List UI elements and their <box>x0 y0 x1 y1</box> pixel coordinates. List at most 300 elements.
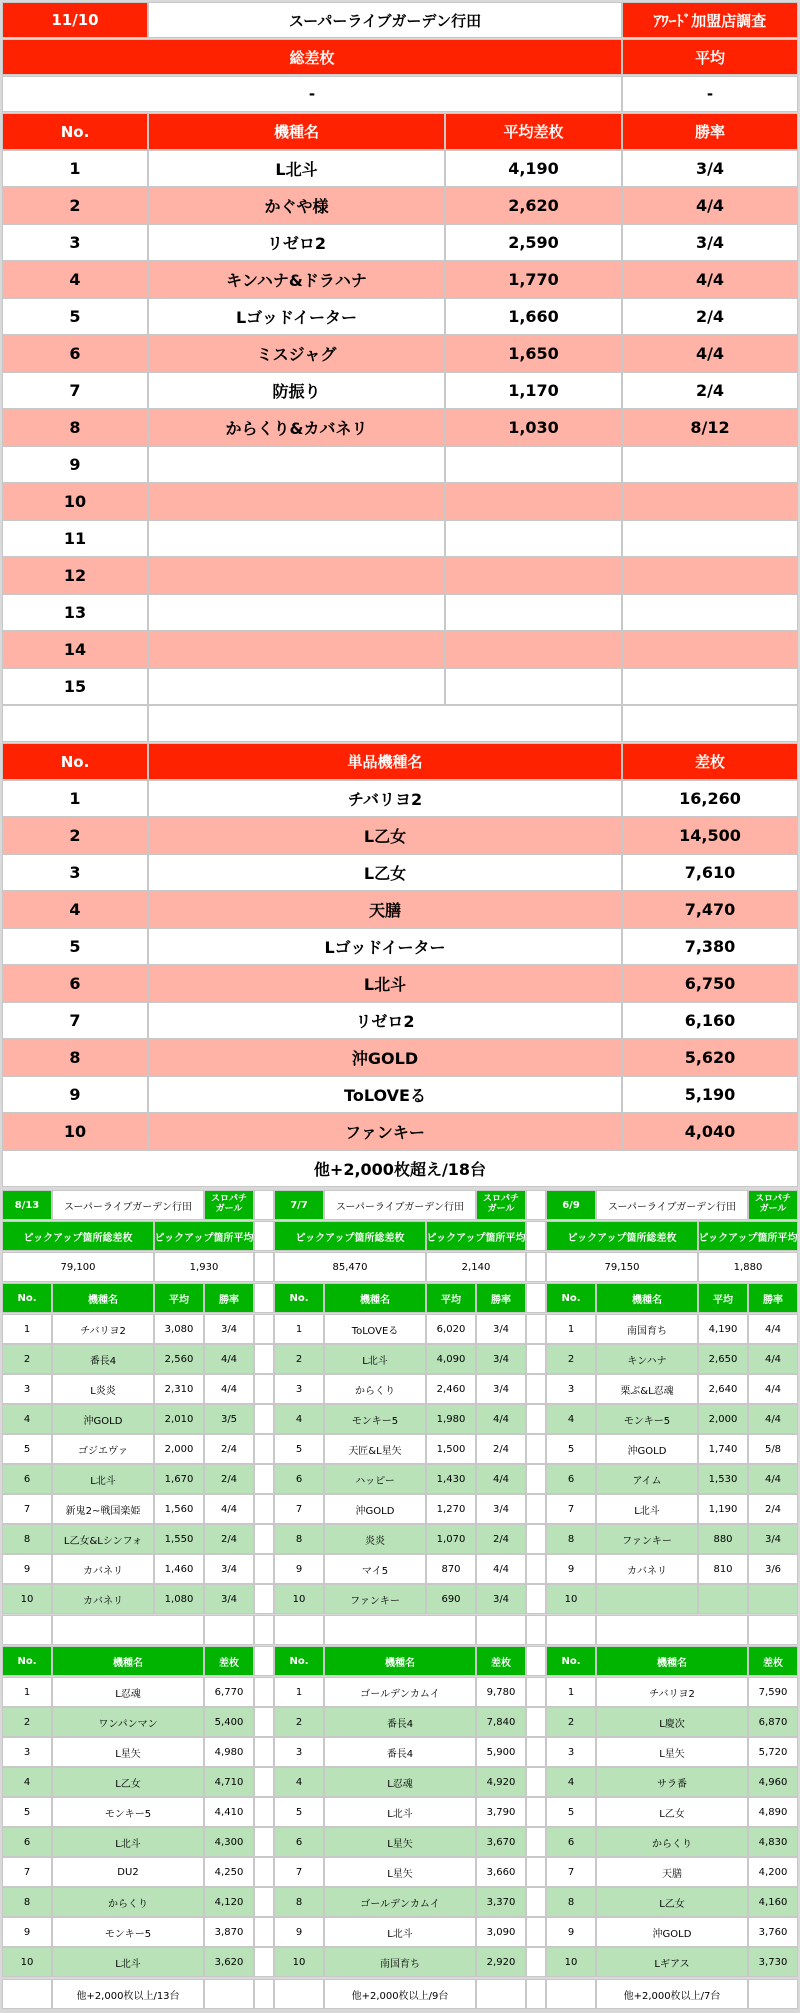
slopachi-girl-badge: スロパチ ガール <box>204 1190 254 1220</box>
model-row-no: 3 <box>2 224 148 261</box>
past-single-diff: 9,780 <box>476 1677 526 1707</box>
past-col-no: No. <box>546 1646 596 1676</box>
past-model-win: 3/4 <box>476 1344 526 1374</box>
past-single-name: L星矢 <box>324 1857 476 1887</box>
past-model-no: 1 <box>546 1314 596 1344</box>
past-single-diff: 4,300 <box>204 1827 254 1857</box>
past-single-no: 3 <box>546 1737 596 1767</box>
model-row-no: 10 <box>2 483 148 520</box>
gutter <box>254 1404 274 1434</box>
past-footer: 他+2,000枚以上/9台 <box>324 1979 476 2009</box>
model-row-no: 12 <box>2 557 148 594</box>
gutter <box>526 1947 546 1977</box>
past-single-name: L北斗 <box>324 1797 476 1827</box>
gutter <box>254 1767 274 1797</box>
past-model-win: 4/4 <box>748 1344 798 1374</box>
past-model-win: 5/8 <box>748 1434 798 1464</box>
past-col-no: No. <box>274 1283 324 1313</box>
past-model-name: L北斗 <box>324 1344 426 1374</box>
single-row-no: 10 <box>2 1113 148 1150</box>
past-single-no: 3 <box>2 1737 52 1767</box>
past-model-avg: 2,000 <box>154 1434 204 1464</box>
gutter <box>526 1677 546 1707</box>
single-row-no: 2 <box>2 817 148 854</box>
past-single-no: 8 <box>546 1887 596 1917</box>
past-single-no: 9 <box>2 1917 52 1947</box>
past-model-no: 7 <box>546 1494 596 1524</box>
model-row-name: L北斗 <box>148 150 445 187</box>
spacer <box>748 1615 798 1645</box>
past-model-no: 8 <box>274 1524 324 1554</box>
past-model-name: ゴジエヴァ <box>52 1434 154 1464</box>
past-model-no: 8 <box>546 1524 596 1554</box>
column-header-single-model: 単品機種名 <box>148 743 622 780</box>
pickup-total-value: 79,100 <box>2 1252 154 1282</box>
past-model-avg: 1,500 <box>426 1434 476 1464</box>
single-row-no: 3 <box>2 854 148 891</box>
spacer <box>596 1615 748 1645</box>
past-single-name: からくり <box>52 1887 204 1917</box>
past-model-avg: 1,460 <box>154 1554 204 1584</box>
gutter <box>254 1584 274 1614</box>
past-col-model: 機種名 <box>596 1283 698 1313</box>
single-row-diff: 4,040 <box>622 1113 798 1150</box>
past-model-win: 4/4 <box>748 1464 798 1494</box>
model-row-avg-diff: 1,170 <box>445 372 622 409</box>
past-single-diff: 3,370 <box>476 1887 526 1917</box>
gutter <box>526 1737 546 1767</box>
past-model-avg: 2,010 <box>154 1404 204 1434</box>
past-single-no: 10 <box>274 1947 324 1977</box>
past-model-no: 8 <box>2 1524 52 1554</box>
past-col-avg: 平均 <box>426 1283 476 1313</box>
past-footer: 他+2,000枚以上/7台 <box>596 1979 748 2009</box>
single-row-diff: 5,620 <box>622 1039 798 1076</box>
spacer <box>546 1615 596 1645</box>
past-model-no: 6 <box>2 1464 52 1494</box>
past-model-avg: 2,460 <box>426 1374 476 1404</box>
past-model-win: 3/4 <box>748 1524 798 1554</box>
past-model-win: 4/4 <box>204 1344 254 1374</box>
past-single-diff: 3,660 <box>476 1857 526 1887</box>
singles-footer: 他+2,000枚超え/18台 <box>2 1150 798 1187</box>
column-header-win-rate: 勝率 <box>622 113 798 150</box>
gutter <box>526 1584 546 1614</box>
past-single-no: 3 <box>274 1737 324 1767</box>
past-single-diff: 3,760 <box>748 1917 798 1947</box>
model-row-name <box>148 446 445 483</box>
past-single-no: 9 <box>274 1917 324 1947</box>
past-col-no: No. <box>2 1283 52 1313</box>
past-model-name: ファンキー <box>596 1524 698 1554</box>
gutter <box>526 1857 546 1887</box>
past-single-no: 7 <box>2 1857 52 1887</box>
column-header-diff: 差枚 <box>622 743 798 780</box>
past-col-win: 勝率 <box>476 1283 526 1313</box>
spacer <box>148 705 622 742</box>
past-single-name: L乙女 <box>596 1887 748 1917</box>
model-row-avg-diff <box>445 631 622 668</box>
past-single-name: Lギアス <box>596 1947 748 1977</box>
past-model-win: 3/4 <box>476 1314 526 1344</box>
single-row-no: 9 <box>2 1076 148 1113</box>
past-single-diff: 5,900 <box>476 1737 526 1767</box>
model-row-no: 8 <box>2 409 148 446</box>
pickup-avg-label: ピックアップ箇所平均 <box>698 1221 798 1251</box>
gutter <box>254 1615 274 1645</box>
past-model-avg: 2,000 <box>698 1404 748 1434</box>
past-model-name: ハッピー <box>324 1464 426 1494</box>
gutter <box>526 1221 546 1251</box>
gutter <box>526 1344 546 1374</box>
gutter <box>254 1252 274 1282</box>
past-model-avg: 1,190 <box>698 1494 748 1524</box>
past-single-diff: 4,160 <box>748 1887 798 1917</box>
model-row-win-rate <box>622 483 798 520</box>
past-single-diff: 3,730 <box>748 1947 798 1977</box>
past-col-win: 勝率 <box>748 1283 798 1313</box>
past-model-no: 4 <box>2 1404 52 1434</box>
past-model-avg: 1,430 <box>426 1464 476 1494</box>
pickup-total-value: 79,150 <box>546 1252 698 1282</box>
past-footer: 他+2,000枚以上/13台 <box>52 1979 204 2009</box>
past-model-no: 4 <box>546 1404 596 1434</box>
past-single-no: 6 <box>2 1827 52 1857</box>
past-model-name: カバネリ <box>596 1554 698 1584</box>
past-model-name <box>596 1584 698 1614</box>
past-single-name: からくり <box>596 1827 748 1857</box>
single-row-name: リゼロ2 <box>148 1002 622 1039</box>
gutter <box>254 1494 274 1524</box>
gutter <box>526 1827 546 1857</box>
past-single-diff: 3,790 <box>476 1797 526 1827</box>
past-col-avg: 平均 <box>698 1283 748 1313</box>
model-row-no: 9 <box>2 446 148 483</box>
past-model-no: 9 <box>546 1554 596 1584</box>
single-row-name: 沖GOLD <box>148 1039 622 1076</box>
model-row-win-rate: 2/4 <box>622 298 798 335</box>
past-model-win: 4/4 <box>204 1494 254 1524</box>
single-row-no: 6 <box>2 965 148 1002</box>
spacer <box>274 1979 324 2009</box>
single-row-name: L乙女 <box>148 854 622 891</box>
past-single-diff: 3,090 <box>476 1917 526 1947</box>
pickup-avg-value: 1,880 <box>698 1252 798 1282</box>
past-single-diff: 4,890 <box>748 1797 798 1827</box>
model-row-win-rate <box>622 594 798 631</box>
gutter <box>526 1434 546 1464</box>
single-row-no: 4 <box>2 891 148 928</box>
past-model-win: 4/4 <box>748 1404 798 1434</box>
gutter <box>526 1767 546 1797</box>
single-row-no: 7 <box>2 1002 148 1039</box>
past-model-name: ファンキー <box>324 1584 426 1614</box>
past-model-no: 10 <box>546 1584 596 1614</box>
past-single-no: 1 <box>2 1677 52 1707</box>
past-single-name: ワンパンマン <box>52 1707 204 1737</box>
past-single-diff: 7,840 <box>476 1707 526 1737</box>
past-single-diff: 4,710 <box>204 1767 254 1797</box>
past-model-name: 沖GOLD <box>52 1404 154 1434</box>
slopachi-girl-badge: スロパチ ガール <box>476 1190 526 1220</box>
past-model-avg: 4,190 <box>698 1314 748 1344</box>
past-single-no: 1 <box>274 1677 324 1707</box>
past-model-name: キンハナ <box>596 1344 698 1374</box>
model-row-name <box>148 594 445 631</box>
spacer <box>476 1615 526 1645</box>
past-model-avg: 2,650 <box>698 1344 748 1374</box>
column-header-model: 機種名 <box>148 113 445 150</box>
column-header-no: No. <box>2 743 148 780</box>
past-model-avg: 810 <box>698 1554 748 1584</box>
model-row-avg-diff <box>445 483 622 520</box>
past-model-avg: 1,670 <box>154 1464 204 1494</box>
single-row-no: 8 <box>2 1039 148 1076</box>
past-model-no: 4 <box>274 1404 324 1434</box>
gutter <box>254 1283 274 1313</box>
past-single-name: L忍魂 <box>52 1677 204 1707</box>
past-single-no: 9 <box>546 1917 596 1947</box>
spacer <box>204 1615 254 1645</box>
past-model-win <box>748 1584 798 1614</box>
model-row-name: Lゴッドイーター <box>148 298 445 335</box>
past-date: 6/9 <box>546 1190 596 1220</box>
past-model-name: 栗ぶ&L忍魂 <box>596 1374 698 1404</box>
model-row-name: ミスジャグ <box>148 335 445 372</box>
gutter <box>254 1524 274 1554</box>
past-single-name: L北斗 <box>52 1827 204 1857</box>
past-model-no: 9 <box>2 1554 52 1584</box>
pickup-avg-value: 1,930 <box>154 1252 254 1282</box>
gutter <box>254 1677 274 1707</box>
model-row-no: 15 <box>2 668 148 705</box>
gutter <box>254 1857 274 1887</box>
survey-label: ｱﾜｰﾄﾞ加盟店調査 <box>622 2 798 38</box>
gutter <box>254 1979 274 2009</box>
past-date: 8/13 <box>2 1190 52 1220</box>
past-model-name: 沖GOLD <box>596 1434 698 1464</box>
past-model-win: 3/4 <box>204 1554 254 1584</box>
past-store-name: スーパーライブガーデン行田 <box>596 1190 748 1220</box>
model-row-win-rate <box>622 446 798 483</box>
single-row-name: ToLOVEる <box>148 1076 622 1113</box>
past-single-name: L北斗 <box>52 1947 204 1977</box>
past-single-name: L北斗 <box>324 1917 476 1947</box>
gutter <box>526 1283 546 1313</box>
past-store-name: スーパーライブガーデン行田 <box>52 1190 204 1220</box>
past-single-name: 番長4 <box>324 1707 476 1737</box>
model-row-no: 5 <box>2 298 148 335</box>
past-model-no: 6 <box>274 1464 324 1494</box>
pickup-total-label: ピックアップ箇所総差枚 <box>274 1221 426 1251</box>
past-single-no: 6 <box>274 1827 324 1857</box>
past-single-name: L星矢 <box>596 1737 748 1767</box>
past-model-avg: 2,640 <box>698 1374 748 1404</box>
single-row-no: 1 <box>2 780 148 817</box>
past-model-win: 3/4 <box>476 1494 526 1524</box>
past-date: 7/7 <box>274 1190 324 1220</box>
model-row-avg-diff <box>445 668 622 705</box>
past-model-name: ToLOVEる <box>324 1314 426 1344</box>
gutter <box>254 1646 274 1676</box>
past-single-no: 10 <box>2 1947 52 1977</box>
past-model-name: 番長4 <box>52 1344 154 1374</box>
past-model-win: 2/4 <box>204 1434 254 1464</box>
past-model-avg: 1,270 <box>426 1494 476 1524</box>
model-row-avg-diff: 1,650 <box>445 335 622 372</box>
model-row-win-rate: 4/4 <box>622 335 798 372</box>
gutter <box>526 1374 546 1404</box>
gutter <box>254 1707 274 1737</box>
past-single-name: 番長4 <box>324 1737 476 1767</box>
gutter <box>254 1464 274 1494</box>
single-row-diff: 6,160 <box>622 1002 798 1039</box>
single-row-name: L北斗 <box>148 965 622 1002</box>
past-model-name: 炎炎 <box>324 1524 426 1554</box>
model-row-no: 4 <box>2 261 148 298</box>
gutter <box>254 1887 274 1917</box>
past-single-name: L慶次 <box>596 1707 748 1737</box>
past-model-no: 5 <box>274 1434 324 1464</box>
total-diff-label: 総差枚 <box>2 39 622 75</box>
past-model-win: 4/4 <box>476 1464 526 1494</box>
past-model-name: 南国育ち <box>596 1314 698 1344</box>
model-row-avg-diff: 1,660 <box>445 298 622 335</box>
past-single-no: 1 <box>546 1677 596 1707</box>
past-single-no: 2 <box>2 1707 52 1737</box>
past-model-name: 沖GOLD <box>324 1494 426 1524</box>
past-single-diff: 5,720 <box>748 1737 798 1767</box>
pickup-avg-label: ピックアップ箇所平均 <box>154 1221 254 1251</box>
average-value: - <box>622 76 798 112</box>
past-model-no: 5 <box>546 1434 596 1464</box>
past-model-no: 2 <box>2 1344 52 1374</box>
past-single-no: 5 <box>274 1797 324 1827</box>
model-row-no: 6 <box>2 335 148 372</box>
model-row-avg-diff <box>445 557 622 594</box>
past-model-no: 3 <box>546 1374 596 1404</box>
past-single-diff: 6,770 <box>204 1677 254 1707</box>
pickup-total-value: 85,470 <box>274 1252 426 1282</box>
single-row-name: 天膳 <box>148 891 622 928</box>
past-model-win: 3/4 <box>476 1374 526 1404</box>
past-model-name: カバネリ <box>52 1584 154 1614</box>
past-single-no: 7 <box>274 1857 324 1887</box>
report-date: 11/10 <box>2 2 148 38</box>
past-single-no: 2 <box>546 1707 596 1737</box>
pickup-avg-label: ピックアップ箇所平均 <box>426 1221 526 1251</box>
gutter <box>526 1917 546 1947</box>
gutter <box>526 1524 546 1554</box>
past-single-diff: 3,620 <box>204 1947 254 1977</box>
model-row-name <box>148 631 445 668</box>
gutter <box>526 1554 546 1584</box>
past-model-avg: 1,530 <box>698 1464 748 1494</box>
single-row-diff: 7,470 <box>622 891 798 928</box>
past-col-diff: 差枚 <box>748 1646 798 1676</box>
past-model-win: 2/4 <box>204 1464 254 1494</box>
model-row-win-rate <box>622 668 798 705</box>
spacer <box>2 705 148 742</box>
model-row-no: 2 <box>2 187 148 224</box>
past-model-no: 10 <box>2 1584 52 1614</box>
spacer <box>476 1979 526 2009</box>
single-row-diff: 6,750 <box>622 965 798 1002</box>
model-row-no: 13 <box>2 594 148 631</box>
slopachi-girl-badge: スロパチ ガール <box>748 1190 798 1220</box>
past-model-win: 3/5 <box>204 1404 254 1434</box>
model-row-win-rate: 2/4 <box>622 372 798 409</box>
past-model-name: マイ5 <box>324 1554 426 1584</box>
past-single-name: 南国育ち <box>324 1947 476 1977</box>
spacer <box>748 1979 798 2009</box>
model-row-name <box>148 557 445 594</box>
column-header-avg-diff: 平均差枚 <box>445 113 622 150</box>
gutter <box>254 1344 274 1374</box>
spacer <box>546 1979 596 2009</box>
past-single-name: L忍魂 <box>324 1767 476 1797</box>
past-model-no: 9 <box>274 1554 324 1584</box>
spacer <box>2 1979 52 2009</box>
past-single-name: モンキー5 <box>52 1917 204 1947</box>
model-row-avg-diff <box>445 594 622 631</box>
past-col-win: 勝率 <box>204 1283 254 1313</box>
past-single-no: 7 <box>546 1857 596 1887</box>
gutter <box>254 1374 274 1404</box>
past-col-model: 機種名 <box>324 1283 426 1313</box>
gutter <box>526 1190 546 1220</box>
average-label: 平均 <box>622 39 798 75</box>
gutter <box>526 1252 546 1282</box>
gutter <box>526 1646 546 1676</box>
single-row-diff: 7,610 <box>622 854 798 891</box>
past-single-name: 沖GOLD <box>596 1917 748 1947</box>
model-row-name: からくり&カバネリ <box>148 409 445 446</box>
model-row-name <box>148 668 445 705</box>
past-model-win: 4/4 <box>748 1374 798 1404</box>
past-col-no: No. <box>274 1646 324 1676</box>
gutter <box>526 1707 546 1737</box>
past-model-name: L乙女&Lシンフォ <box>52 1524 154 1554</box>
past-model-name: カバネリ <box>52 1554 154 1584</box>
gutter <box>526 1494 546 1524</box>
past-single-diff: 4,830 <box>748 1827 798 1857</box>
past-model-name: モンキー5 <box>596 1404 698 1434</box>
past-model-name: からくり <box>324 1374 426 1404</box>
past-model-no: 7 <box>2 1494 52 1524</box>
past-col-single-model: 機種名 <box>596 1646 748 1676</box>
past-model-name: L北斗 <box>596 1494 698 1524</box>
past-model-avg: 4,090 <box>426 1344 476 1374</box>
model-row-win-rate: 4/4 <box>622 261 798 298</box>
single-row-diff: 16,260 <box>622 780 798 817</box>
past-col-no: No. <box>546 1283 596 1313</box>
past-single-diff: 3,670 <box>476 1827 526 1857</box>
past-single-no: 2 <box>274 1707 324 1737</box>
single-row-name: チバリヨ2 <box>148 780 622 817</box>
past-single-no: 6 <box>546 1827 596 1857</box>
past-model-name: L炎炎 <box>52 1374 154 1404</box>
model-row-no: 7 <box>2 372 148 409</box>
past-model-win: 3/4 <box>476 1584 526 1614</box>
past-model-no: 7 <box>274 1494 324 1524</box>
gutter <box>526 1404 546 1434</box>
past-model-win: 2/4 <box>476 1434 526 1464</box>
past-model-avg: 1,070 <box>426 1524 476 1554</box>
past-model-win: 4/4 <box>204 1374 254 1404</box>
model-row-avg-diff: 1,770 <box>445 261 622 298</box>
past-model-no: 1 <box>2 1314 52 1344</box>
